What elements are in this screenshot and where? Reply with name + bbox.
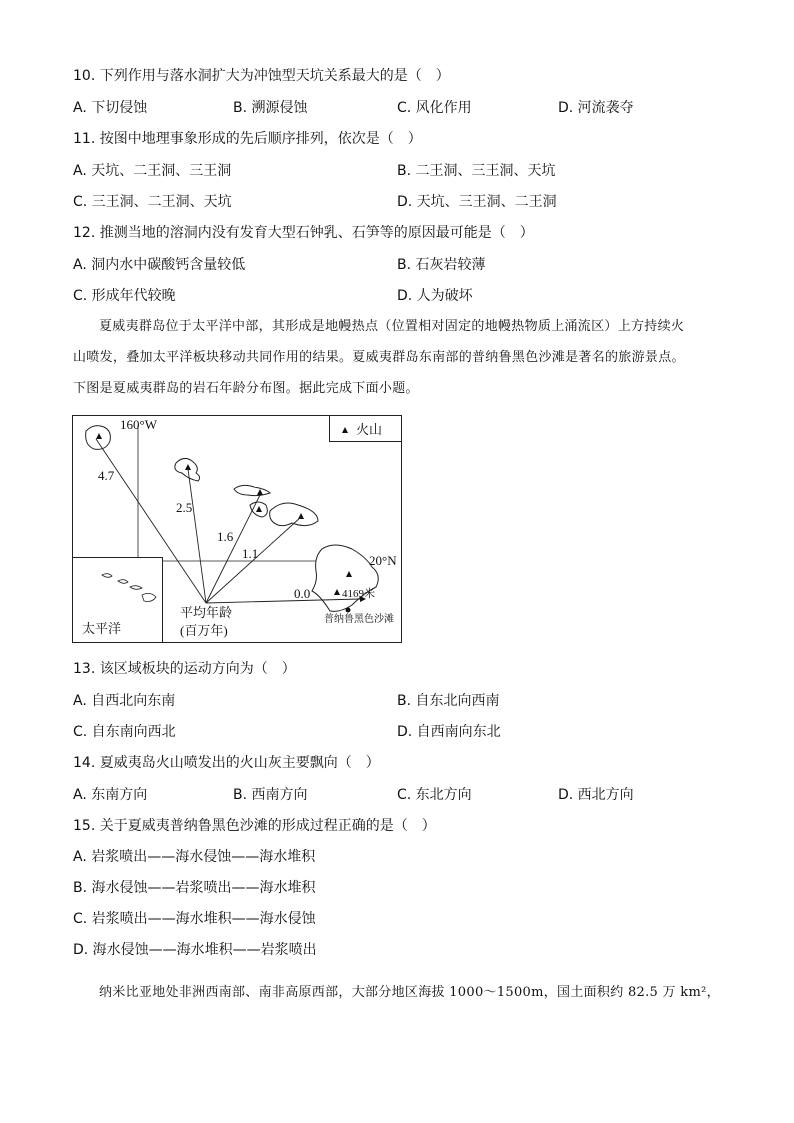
passage1-line-2: 山喷发，叠加太平洋板块移动共同作用的结果。夏威夷群岛东南部的普纳鲁黑色沙滩是著名的旅游景点。 xyxy=(73,350,685,365)
beach-label: 普纳鲁黑色沙滩 xyxy=(324,614,394,625)
q15-stem: 15. 关于夏威夷普纳鲁黑色沙滩的形成过程正确的是（ ） xyxy=(73,818,436,834)
passage1-line-3: 下图是夏威夷群岛的岩石年龄分布图。据此完成下面小题。 xyxy=(73,381,419,396)
passage1-line-1: 夏威夷群岛位于太平洋中部，其形成是地幔热点（位置相对固定的地幔热物质上涌流区）上方持续火 xyxy=(99,319,685,334)
q12-option-a: A. 洞内水中碳酸钙含量较低 xyxy=(73,257,246,273)
beach-marker xyxy=(346,608,351,613)
q11-option-a: A. 天坑、二王洞、三王洞 xyxy=(73,163,232,179)
q10-option-b: B. 溯源侵蚀 xyxy=(233,100,308,116)
q11-option-b: B. 二王洞、三王洞、天坑 xyxy=(397,163,556,179)
q14-option-d: D. 西北方向 xyxy=(558,787,634,803)
age-label-2-5: 2.5 xyxy=(176,500,193,515)
q10-option-c: C. 风化作用 xyxy=(397,100,472,116)
age-label-4-7: 4.7 xyxy=(98,468,115,483)
q13-option-d: D. 自西南向东北 xyxy=(397,724,501,740)
q14-stem: 14. 夏威夷岛火山喷发出的火山灰主要飘向（ ） xyxy=(73,755,380,771)
hawaii-rock-age-map xyxy=(72,415,402,643)
latitude-label: 20°N xyxy=(369,553,397,568)
q11-option-d: D. 天坑、三王洞、二王洞 xyxy=(397,194,557,210)
q15-option-b: B. 海水侵蚀——岩浆喷出——海水堆积 xyxy=(73,880,316,896)
q12-option-c: C. 形成年代较晚 xyxy=(73,288,176,304)
q12-stem: 12. 推测当地的溶洞内没有发育大型石钟乳、石笋等的原因最可能是（ ） xyxy=(73,225,534,241)
legend-label: 火山 xyxy=(356,422,383,437)
q11-stem: 11. 按图中地理事象形成的先后顺序排列，依次是（ ） xyxy=(73,131,422,147)
q14-option-a: A. 东南方向 xyxy=(73,787,148,803)
q10-option-d: D. 河流袭夺 xyxy=(558,100,634,116)
q11-option-c: C. 三王洞、二王洞、天坑 xyxy=(73,194,232,210)
q13-option-a: A. 自西北向东南 xyxy=(73,693,176,709)
q15-option-c: C. 岩浆喷出——海水堆积——海水侵蚀 xyxy=(73,911,316,927)
passage2-line-1: 纳米比亚地处非洲西南部、南非高原西部，大部分地区海拔 1000～1500m，国土面积约 82.5 万 km²， xyxy=(99,985,720,1000)
age-label-0-0: 0.0 xyxy=(294,586,311,601)
q12-option-b: B. 石灰岩较薄 xyxy=(397,257,486,273)
center-label-1: 平均年龄 xyxy=(180,605,233,620)
age-label-1-1: 1.1 xyxy=(242,546,259,561)
longitude-label: 160°W xyxy=(120,417,157,432)
q10-stem: 10. 下列作用与落水洞扩大为冲蚀型天坑关系最大的是（ ） xyxy=(73,68,450,84)
q13-stem: 13. 该区域板块的运动方向为（ ） xyxy=(73,661,296,677)
q14-option-b: B. 西南方向 xyxy=(233,787,308,803)
inset-label: 太平洋 xyxy=(82,621,122,636)
age-label-1-6: 1.6 xyxy=(217,529,234,544)
q14-option-c: C. 东北方向 xyxy=(397,787,472,803)
q15-option-d: D. 海水侵蚀——海水堆积——岩浆喷出 xyxy=(73,942,317,958)
elevation-label: 4169米 xyxy=(342,588,375,600)
q13-option-b: B. 自东北向西南 xyxy=(397,693,500,709)
q10-option-a: A. 下切侵蚀 xyxy=(73,100,148,116)
q12-option-d: D. 人为破坏 xyxy=(397,288,473,304)
center-label-2: (百万年) xyxy=(180,623,228,638)
q13-option-c: C. 自东南向西北 xyxy=(73,724,176,740)
q15-option-a: A. 岩浆喷出——海水侵蚀——海水堆积 xyxy=(73,849,316,865)
